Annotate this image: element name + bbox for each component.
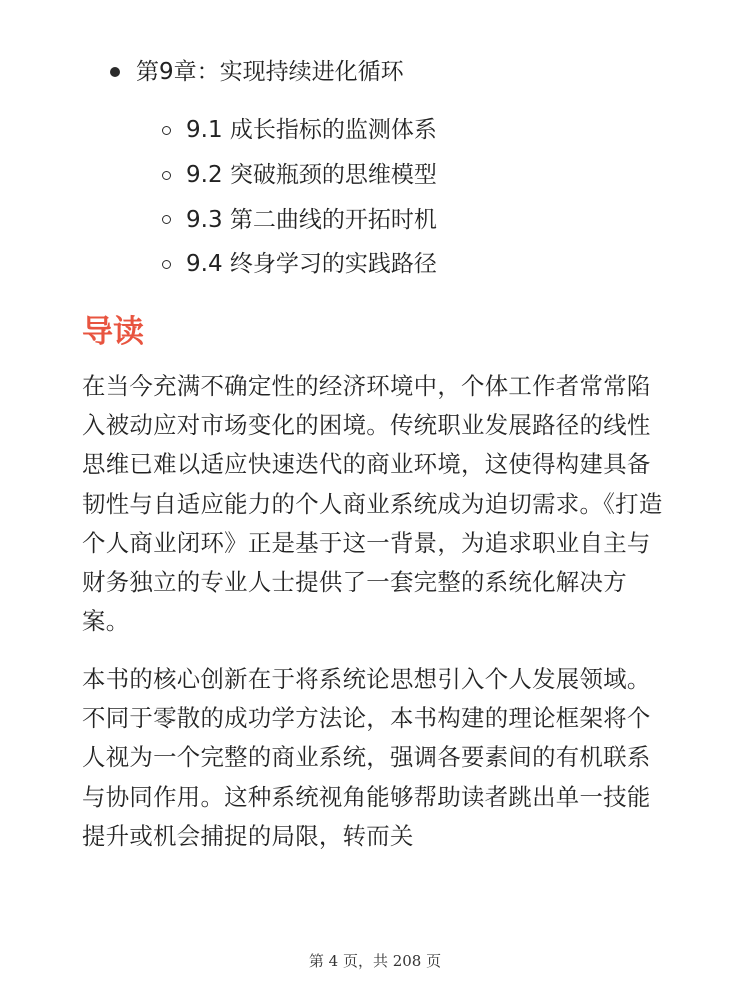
intro-paragraph-1: 在当今充满不确定性的经济环境中，个体工作者常常陷入被动应对市场变化的困境。传统职业发展路径的线性思维已难以适应快速迭代的商业环境，这使得构建具备韧性与自适应能力的个人商业系统成为迫切需求。《打造个人商业闭环》正是基于这一背景，为追求职业自主与财务独立的专业人士提供了一套完整的系统化解决方案。: [82, 372, 663, 636]
intro-paragraph-2: 本书的核心创新在于将系统论思想引入个人发展领域。不同于零散的成功学方法论，本书构建的理论框架将个人视为一个完整的商业系统，强调各要素间的有机联系与协同作用。这种系统视角能够帮助读者跳出单一技能提升或机会捕捉的局限，转而关: [82, 665, 651, 850]
bullet-circle-icon: [162, 215, 171, 224]
outline-section-list: [162, 108, 437, 287]
section-title: 9.2 突破瓶颈的思维模型: [186, 162, 437, 189]
outline-section-item: [162, 197, 437, 242]
chapter-title: 第9章：实现持续进化循环: [136, 59, 404, 85]
page-number-footer: 第 4 页，共 208 页: [308, 952, 442, 970]
section-title: 9.4 终身学习的实践路径: [186, 251, 437, 278]
bullet-circle-icon: [162, 171, 171, 180]
bullet-circle-icon: [162, 126, 171, 135]
section-title: 9.1 成长指标的监测体系: [186, 117, 437, 144]
section-title: 9.3 第二曲线的开拓时机: [186, 206, 437, 233]
intro-heading: 导读: [82, 314, 144, 350]
outline-section-item: [162, 242, 437, 287]
outline-section-item: [162, 108, 437, 153]
outline-chapter-item: [110, 52, 404, 92]
bullet-circle-icon: [162, 260, 171, 269]
bullet-disc-icon: [110, 67, 120, 77]
outline-section-item: [162, 153, 437, 198]
